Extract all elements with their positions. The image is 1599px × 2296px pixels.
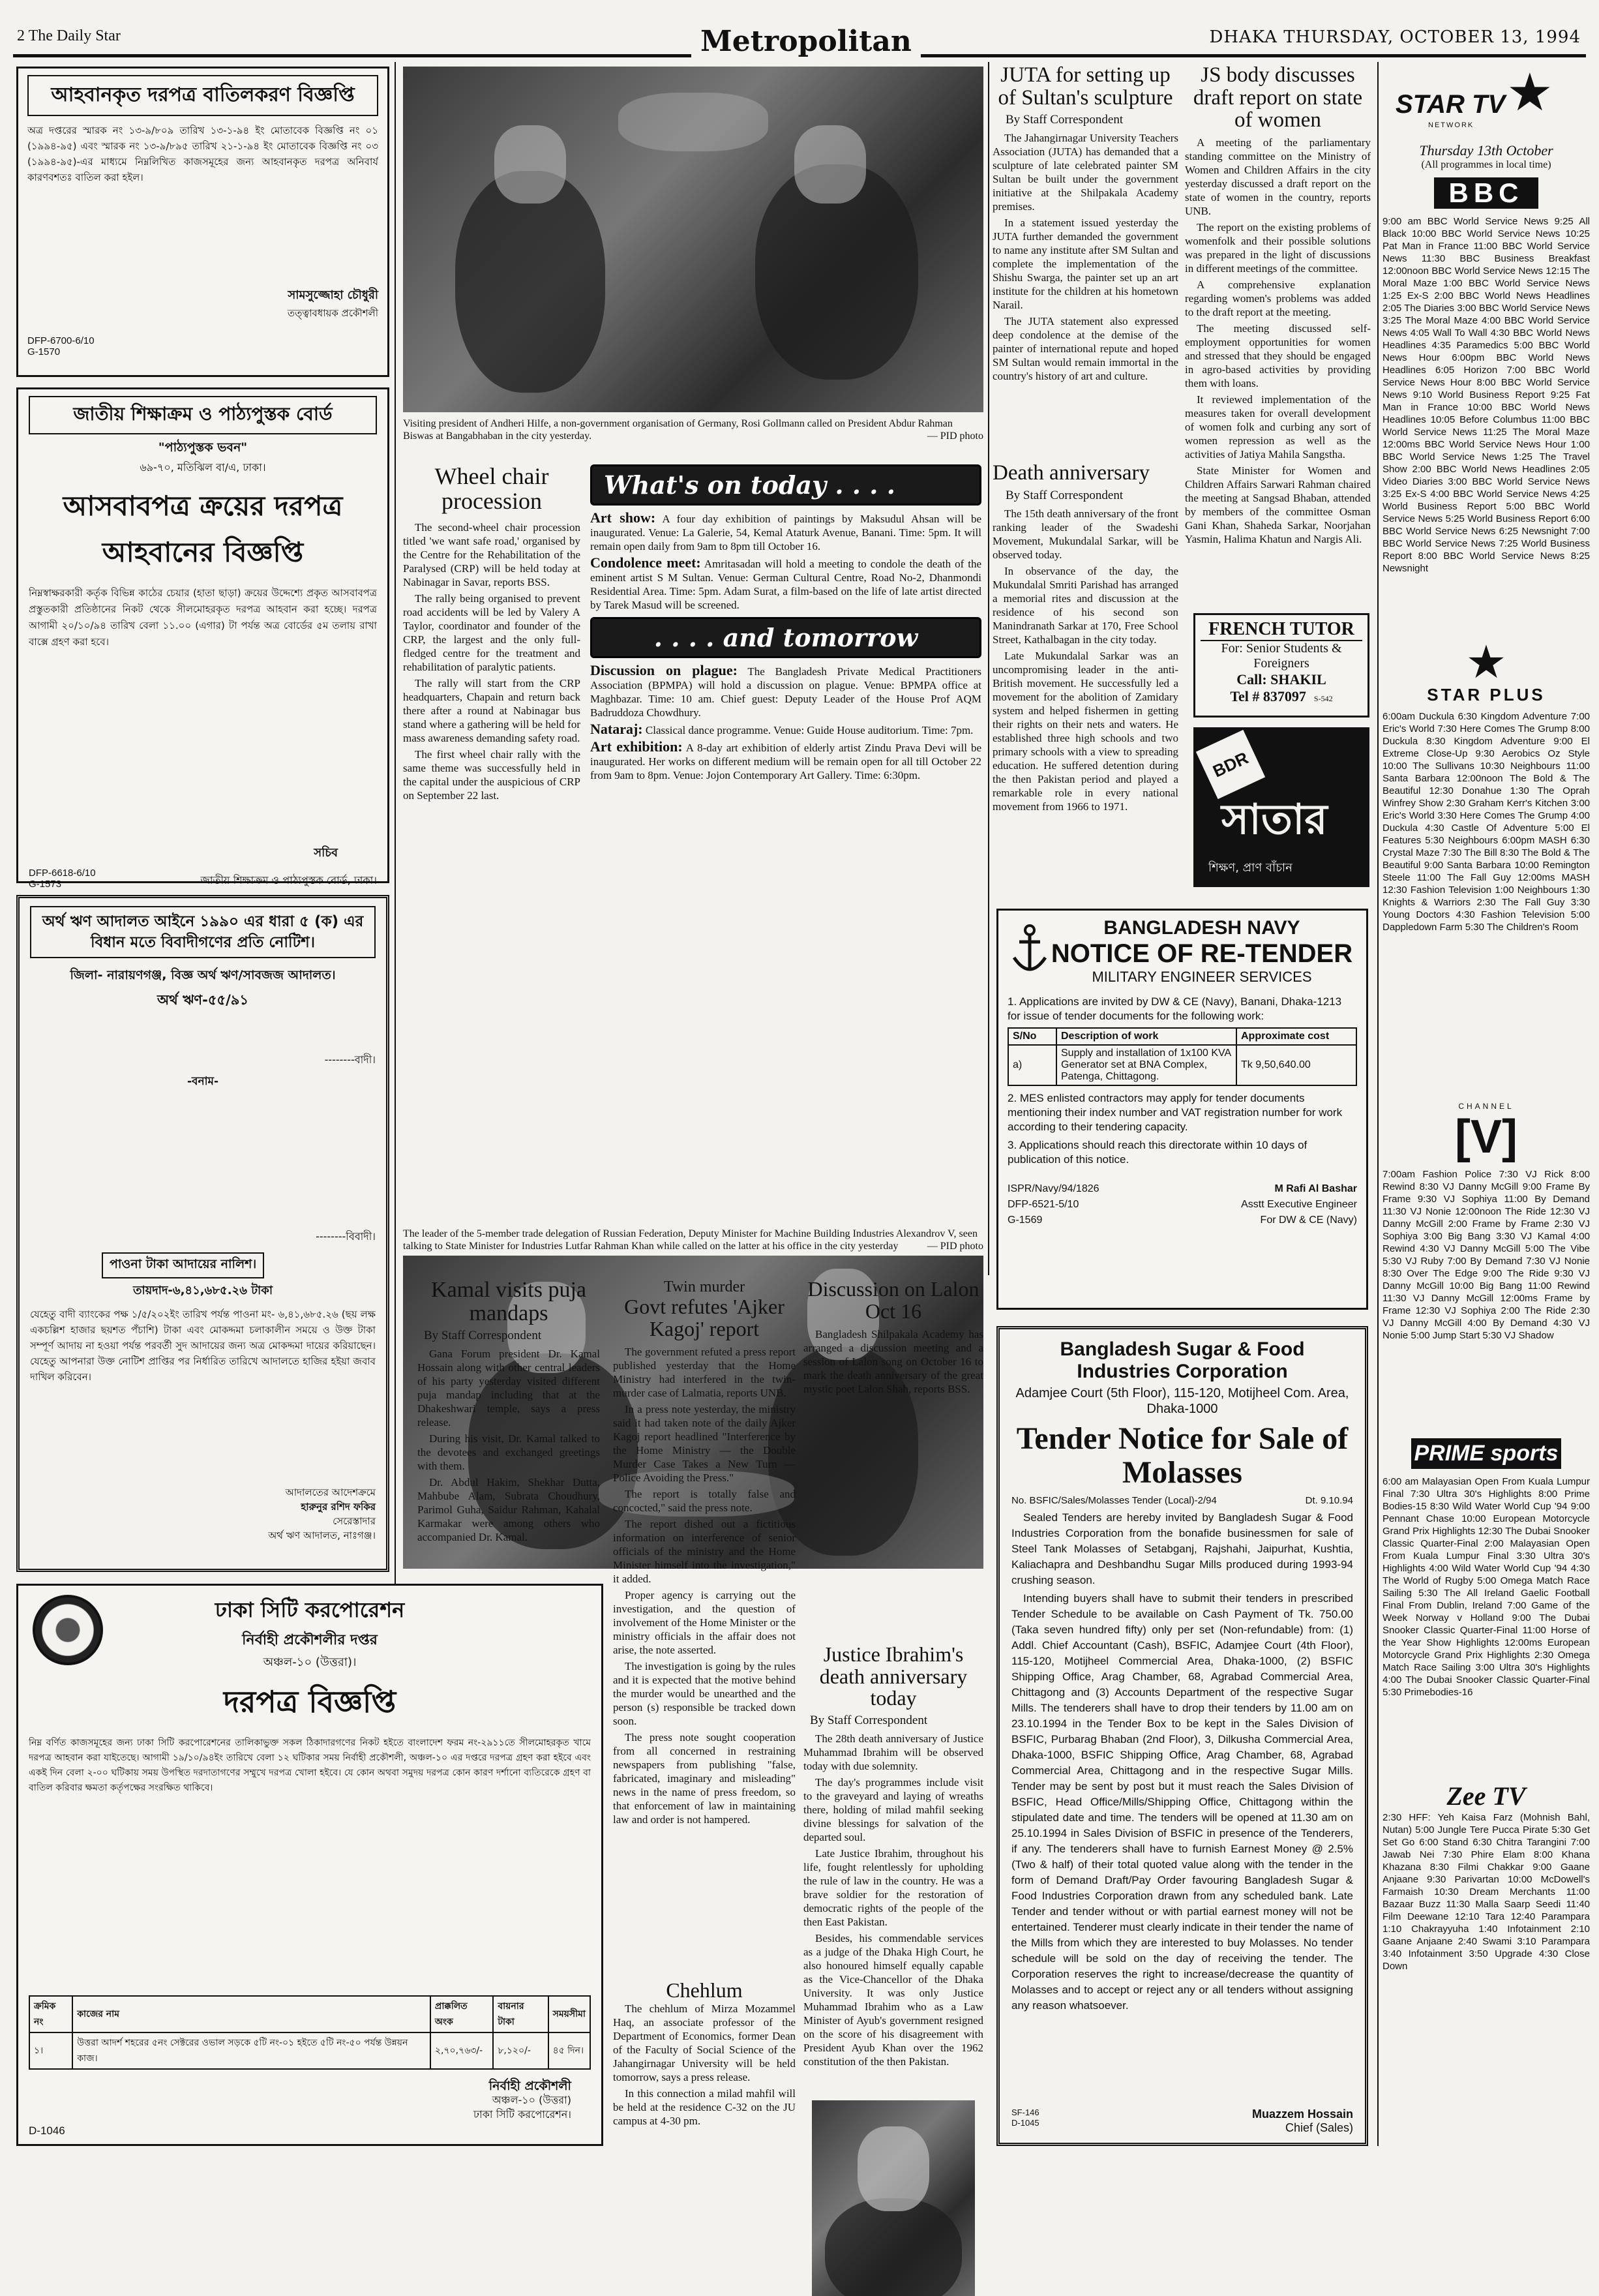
- star-plus-schedule: 6:00am Duckula 6:30 Kingdom Adventure 7:00 Eric's World 7:30 Here Comes The Grump 8:00 Duckula 8:30 Kingdom Adventure 9:00 El Extreme Close-Up 9:30 Aerobics Oz Style 10:00 The Sullivans 10:30 Neighbours 11:00 Santa Barbara 12:00noon The Bold & The Beautiful 12:30 Donahue 1:30 The Oprah Winfrey Show 2:30 Graham Kerr's Kitchen 3:00 Eric's World 3:30 Here Comes The Grump 4:00 Duckula 4:30 Castle Of Adventure 5:00 El Features 5:30 Neighbours 6:00pm MASH 6:30 Crystal Maze 7:30 The Bill 8:30 The Bold & The Beautiful 9:00 Santa Barbara 10:00 Remington Steele 11:00 The Fall Guy 12:00ms MASH 12:30 Fashion Television 1:00 Neighbours 1:30 Knights & Warriors 2:30 The Fall Guy 3:30 Young Doctors 4:30 Fashion Television 5:00 Dappledown Farm 5:30 The Children's Room: [1382, 711, 1590, 933]
- photo-credit: — PID photo: [927, 430, 983, 442]
- paragraph: The meeting discussed self-employment opportunities for women and stressed that they should be engaged in agro-based activities by providing them with loans.: [1185, 322, 1371, 389]
- channel-v-schedule: 7:00am Fashion Police 7:30 VJ Rick 8:00 Rewind 8:30 VJ Danny McGill 9:00 Frame By Frame 9:30 VJ Sophiya 11:00 By Demand 11:30 VJ Nonie 12:00noon The Ride 12:30 VJ Danny McGill 2:00 Frame by Frame 2:30 VJ Sophiya 3:00 Big Bang 3:30 VJ Kamal 4:00 Rewind 4:30 VJ Danny McGill 5:00 The Vibe 5:30 VJ Ruby 7:00 By Demand 7:30 VJ Nonie 8:30 Over The Edge 9:00 The Ride 9:30 VJ Danny McGill 10:00 Big Bang 11:00 Rewind 11:30 VJ Danny McGill 12:00ms Frame by Frame 12:30 VJ Sophiya 2:00 The Ride 2:30 VJ Danny McGill 4:00 By Demand 4:30 VJ Nonie 5:00 Jump Start 5:30 VJ Shadow: [1382, 1169, 1590, 1341]
- paragraph: The report is totally false and concocted," said the press note.: [613, 1488, 796, 1515]
- kicker: Twin murder: [663, 1278, 745, 1295]
- org-name: Bangladesh Sugar & Food Industries Corporation: [1060, 1338, 1305, 1382]
- ad-footer: [29, 868, 377, 890]
- table-header-row: [29, 1996, 590, 2032]
- navy-footer: [1008, 1181, 1357, 1228]
- g-code: G-1573: [29, 879, 62, 890]
- article-body: [993, 507, 1178, 813]
- ispr-ref: ISPR/Navy/94/1826: [1008, 1183, 1099, 1194]
- today-listings: [590, 511, 981, 612]
- headline: Discussion on Lalon Oct 16: [807, 1277, 979, 1323]
- tomorrow-banner: . . . . and tomorrow: [590, 617, 981, 658]
- headline: Govt refutes 'Ajker Kagoj' report: [624, 1295, 785, 1340]
- item-label: Discussion on plague:: [590, 662, 738, 678]
- article-body: [403, 521, 580, 802]
- paragraph: In a press note yesterday, the ministry said it had taken note of the daily Ajker Kagoj report headlined "Interference by the Home Ministry — the Double Murder Case Takes a New Turn — Police Avoiding the Press.": [613, 1403, 796, 1485]
- whats-on-banner: What's on today . . . .: [590, 464, 981, 506]
- signer-name: সামসুজ্জোহা চৌধুরী: [288, 288, 378, 302]
- article-body: [803, 1732, 983, 2068]
- col-estimate: প্রাক্কলিত অংক: [430, 1996, 493, 2032]
- dfp-code: DFP-6618-6/10: [29, 868, 96, 879]
- d-code: D-1045: [1011, 2118, 1039, 2128]
- juta-article: [993, 64, 1178, 455]
- headline: Justice Ibrahim's death anniversary today: [819, 1642, 968, 1710]
- paragraph: The rally will start from the CRP headquarters, Chapain and return back there after a round at Nabinagar bus stand where a gathering will be held for mass awareness demanding safety road.: [403, 676, 580, 744]
- paragraph: The government refuted a press report published yesterday that the Home Ministry had interfered in the twin-murder case of Lalmatia, reports UNB.: [613, 1346, 796, 1400]
- column-rule: [988, 62, 989, 1275]
- paragraph: Late Justice Ibrahim, throughout his life, fought relentlessly for upholding the rule of law in the country. He was a brave soldier for the restoration of democratic rights of the people of the then East Pakistan.: [803, 1847, 983, 1928]
- star-tv-logo: STAR TV: [1396, 90, 1506, 119]
- ad-headline: সাতার: [1221, 796, 1328, 844]
- signer: নির্বাহী প্রকৌশলী: [488, 2079, 571, 2093]
- tender-title-2: আহবানের বিজ্ঞপ্তি: [102, 536, 304, 568]
- headline: Kamal visits puja mandaps: [431, 1278, 586, 1325]
- photo-president-meeting: [403, 67, 983, 412]
- list-item: [590, 722, 981, 737]
- tender-table: [29, 1995, 591, 2070]
- tender-body: নিম্ন বর্ণিত কাজসমূহের জন্য ঢাকা সিটি করপোরেশনের তালিকাভুক্ত সকল ঠিকাদারগণের নিকট হইতে বাংলাদেশ ফরম নং-২৯১১তে সীলমোহরকৃত খামে দরপত্র আহবান করা যাইতেছে। আগামী ১৯/১০/৯৪ইং তারিখে বেলা ১২ ঘটিকার সময় নির্বাহী প্রকৌশলী, অঞ্চল-১০ এর দপ্তরে দরপত্র গ্রহণ করা হইবে এবং একই দিন বেলা ২-০০ ঘটিকায় সময় উপস্থিত দরদাতাগণের সম্মুখে দরপত্র খোলা হইবে। যে কোন অথবা সমুদয় দরপত্র কোন কারণ দর্শানো ব্যতিরেকে গ্রহণ বা বাতিল করিবার ক্ষমতা কর্তৃপক্ষের সংরক্ষিত থাকিবে।: [29, 1738, 591, 1793]
- ref-date: Dt. 9.10.94: [1305, 1495, 1353, 1506]
- court-body: যেহেতু বাদী ব্যাংকের পক্ষ ১/৫/২০২ইং তারিখ পর্যন্ত পাওনা মং- ৬,৪১,৬৮৫.২৬ (ছয় লক্ষ একচল্লিশ হাজার ছয়শত পঁচাশি) টাকা এবং মোকদ্দমা চলাকালীন সময়ে ও উক্ত টাকা সম্পূর্ণ আদায় না হওয়া পর্যন্ত পরবর্তী সুদ আদায়ের জন্য অত্র মোকদ্দমা দায়ের করিয়াছেন। যেহেতু আপনারা উক্ত নোটিশ প্রাপ্তির পর নির্ধারিত তারিখে আদালতে হাজির হইয়া জবাব দাখিল করিবেন।: [30, 1308, 376, 1383]
- signer-org: ঢাকা সিটি করপোরেশন।: [473, 2108, 571, 2121]
- item-label: Condolence meet:: [590, 554, 701, 571]
- item-label: Art exhibition:: [590, 738, 683, 755]
- paragraph: The chehlum of Mirza Mozammel Haq, an associate professor of the Department of Economics, former Dean of the Faculty of Social Science of the Jahangirnagar University will be held tomorrow, says a press release.: [613, 2002, 796, 2083]
- bdr-logo: BDR: [1196, 730, 1265, 799]
- byline: By Staff Correspondent: [1006, 113, 1124, 127]
- sugar-footer: [1011, 2107, 1353, 2135]
- paragraph: The report dished out a fictitious information on interference of senior officials of the ministry and the Home Minister himself into the investigation," it added.: [613, 1518, 796, 1586]
- g-code: G-1569: [1008, 1215, 1043, 1226]
- org-address: Adamjee Court (5th Floor), 115-120, Motijheel Com. Area, Dhaka-1000: [1015, 1386, 1349, 1416]
- list-item: [590, 740, 981, 782]
- cell-serial: ১।: [29, 2032, 72, 2069]
- textbook-board-tender: [16, 387, 389, 890]
- col-cost: Approximate cost: [1236, 1028, 1356, 1045]
- signer-line-4: অর্থ ঋণ আদালত, নাঃগঞ্জ।: [268, 1530, 376, 1541]
- whats-on-section: [590, 464, 981, 908]
- navy-para-1: 1. Applications are invited by DW & CE (Navy), Banani, Dhaka-1213 for issue of tender documents for the following work:: [1008, 995, 1342, 1022]
- paragraph: Besides, his commendable services as a judge of the Dhaka High Court, he also honoured himself equally capable as the Vice-Chancellor of the Dhaka University. It was only Justice Muhammad Ibrahim who as a Law Minister of Ayub's government resigned on the score of his disagreement with President Ayub Khan over the 1962 constitution of the then Pakistan.: [803, 1931, 983, 2068]
- tutor-title: FRENCH TUTOR: [1201, 619, 1362, 641]
- navy-tender-notice: [996, 909, 1368, 1310]
- court-signature: [30, 1485, 376, 1543]
- defendant: --------বিবাদী।: [316, 1230, 376, 1243]
- paragraph: It reviewed implementation of the measures taken for overall development of women folk and curbing any sort of women repression as well as the activities of Jatiya Mahila Sangstha.: [1185, 393, 1371, 461]
- paragraph: The Jahangirnagar University Teachers Association (JUTA) has demanded that a sculpture of late celebrated painter SM Sultan be built under the government initiative at the Shilpakala Academy premises.: [993, 132, 1178, 213]
- navy-para-3: 3. Applications should reach this directorate within 10 days of publication of this notice.: [1008, 1139, 1308, 1166]
- prime-sports-logo: PRIME sports: [1411, 1438, 1561, 1469]
- star-icon: ★: [1506, 64, 1553, 123]
- govt-refutes-article: [613, 1278, 796, 1976]
- col-duration: সময়সীমা: [548, 1996, 590, 2032]
- tender-title: দরপত্র বিজ্ঞপ্তি: [223, 1684, 396, 1719]
- prime-sports-schedule: 6:00 am Malayasian Open From Kuala Lumpur Final 7:30 Ultra 30's Highlights 8:00 Prime Bodies-15 8:30 Wild Water World Cup '94 9:00 Pennant Chase 10:00 European Motorcycle Grand Prix Highlights 12:30 The Dubai Snooker Classic Quarter-Final 2:00 Malayasian Open From Kuala Lumpur Final 3:30 Ultra 30's Highlights 4:00 Wild Water World Cup '94 4:30 The World of Rugby 5:00 Omega Match Race Sailing 5:30 The All Ireland Gaelic Football Final From Dublin, Ireland 7:00 Game of the Week Norway v Holland 9:00 The Dubai Snooker Classic Quarter-Final 11:00 Horse of the Year Show Highlights 12:00ms European Motorcycle Grand Prix Highlights 2:30 Omega Match Race Sailing 3:00 Ultra 30's Highlights 4:00 The Dubai Snooker Classic Quarter-Final 5:30 Primebodies-16: [1382, 1476, 1590, 1698]
- article-body: [1185, 136, 1371, 546]
- byline: By Staff Correspondent: [424, 1329, 542, 1343]
- tutor-line-1: For: Senior Students &: [1221, 641, 1342, 656]
- tender-body: [1011, 1510, 1353, 2014]
- navy-para-2: 2. MES enlisted contractors may apply for tender documents mentioning their index number and VAT registration number for work according to their tendering capacity.: [1008, 1092, 1343, 1133]
- table-row: [29, 2032, 590, 2069]
- headline: Wheel chair procession: [434, 463, 549, 514]
- guide-note: (All programmes in local time): [1421, 159, 1551, 170]
- article-body: [803, 1327, 983, 1396]
- page-number: 2 The Daily Star: [17, 27, 121, 44]
- lalon-article: [803, 1278, 983, 1442]
- cell-work: উত্তরা আদর্শ শহরের ৫নং সেক্টরের ওভাল সড়কে ৫টি নং-০১ হইতে ৫টি নং-৫০ পর্যন্ত উন্নয়ন কাজ।: [72, 2032, 430, 2069]
- tender-title: Tender Notice for Sale of Molasses: [1016, 1421, 1349, 1490]
- french-tutor-ad: [1193, 613, 1369, 718]
- signer-for: For DW & CE (Navy): [1260, 1215, 1357, 1226]
- byline: By Staff Correspondent: [810, 1713, 928, 1727]
- court-name: জিলা- নারায়ণগঞ্জ, বিজ্ঞ অর্থ ঋণ/সাবজজ আদালত।: [70, 968, 336, 982]
- dfp-code: DFP-6521-5/10: [1008, 1199, 1079, 1210]
- notice-title: আহবানকৃত দরপত্র বাতিলকরণ বিজ্ঞপ্তি: [27, 75, 378, 116]
- paragraph: The report on the existing problems of womenfolk and their possible solutions was prepared in the light of discussions in different meetings of the committee.: [1185, 220, 1371, 275]
- signer: সচিব: [314, 846, 338, 860]
- org-address: ৬৯-৭০, মতিঝিল বা/এ, ঢাকা।: [140, 461, 266, 474]
- cell-cost: Tk 9,50,640.00: [1236, 1045, 1356, 1085]
- corporation-seal-icon: [33, 1595, 103, 1665]
- col-description: Description of work: [1056, 1028, 1236, 1045]
- paragraph: Late Mukundalal Sarkar was an uncompromising leader in the anti-British movement. He successfully led a movement for the abolition of Zamidary system and helped fishermen in getting their rights on their nets and waters. He established three high schools and two primary schools with a view to spreading education. He suffered detention during the then Pakistan period and played a remarkable role in every national movement from 1966 to 1971.: [993, 649, 1178, 813]
- paragraph: Dr. Abdul Hakim, Shekhar Dutta, Mahbube Alam, Subrata Choudhury, Parimol Guha, Saidur Rahman, Kahalal Karmakar were among others who accompanied Dr. Kamal.: [417, 1476, 600, 1544]
- list-item: [590, 556, 981, 612]
- paragraph: In a statement issued yesterday the JUTA further demanded the government to name any institute after SM Sultan and complete the implementation of the Shishu Swarga, the painter set up an art institute for the children at his hometown Narail.: [993, 217, 1178, 312]
- col-work: কাজের নাম: [72, 1996, 430, 2032]
- list-item: [590, 663, 981, 719]
- signer-title: তত্ত্বাবধায়ক প্রকৌশলী: [287, 307, 378, 319]
- photo-credit: — PID photo: [927, 1241, 983, 1252]
- star-plus-icon: ★: [1465, 635, 1507, 689]
- item-label: Nataraj:: [590, 721, 643, 737]
- signer: M Rafi Al Bashar: [1274, 1183, 1357, 1194]
- signer-line-1: আদালতের আদেশক্রমে: [285, 1487, 376, 1498]
- masthead: [13, 26, 1586, 57]
- network-label: NETWORK: [1428, 121, 1474, 129]
- table-row: [1008, 1045, 1356, 1085]
- paragraph: The press note sought cooperation from all concerned in restraining newspapers from publishing "false, fabricated, imaginary and misleading" news in the name of press freedom, so that enforcement of law in maintaining law and order is not hampered.: [613, 1731, 796, 1826]
- signer-title: Chief (Sales): [1285, 2121, 1353, 2134]
- sf-code: SF-146: [1011, 2107, 1039, 2117]
- claim-amount: তায়দাদ-৬,৪১,৬৮৫.২৬ টাকা: [132, 1284, 273, 1297]
- headline: JS body discusses draft report on state of women: [1193, 63, 1363, 132]
- zee-tv-schedule: 2:30 HFF: Yeh Kaisa Farz (Mohnish Bahl, Nutan) 5:00 Jungle Tere Pucca Pirate 5:30 Get Set Go 6:00 Stand 6:30 Chitra Tarangini 7:00 Jawab Nei 7:30 Phire Elam 8:00 Khana Khazana 8:30 Filmi Chakkar 9:00 Gaane Anjaane 9:30 Parivartan 10:00 McDowell's Farmaish 10:30 Dream Merchants 11:00 Bazaar Buzz 11:30 Malla Saarp Seedi 11:40 Film Deewane 12:10 Tara 12:40 Parampara 1:10 Chakrayyuha 1:40 Infotainment 2:10 Gaane Anjaane 2:40 Swami 3:10 Parampara 3:40 Infotainment 3:50 Upgrade 4:30 Close Down: [1382, 1812, 1590, 1972]
- paragraph: The JUTA statement also expressed deep condolence at the demise of the painter of international repute and hoped SM Sultan would remain immortal in the country's history of art and culture.: [993, 315, 1178, 383]
- kamal-article: [417, 1278, 600, 1572]
- footer-org: জাতীয় শিক্ষাক্রম ও পাঠ্যপুস্তক বোর্ড, ঢাকা।: [200, 874, 377, 886]
- tutor-call: Call: SHAKIL: [1236, 671, 1326, 687]
- paragraph: A comprehensive explanation regarding women's problems was added to the draft report at the meeting.: [1185, 278, 1371, 318]
- justice-ibrahim-article: [803, 1644, 983, 2146]
- item-text: A four day exhibition of paintings by Maksudul Ahsan will be inaugurated. Venue: La Galerie, 54, Kemal Ataturk Avenue, Banani. Time: 5pm. It will remain open daily from 9am to 8pm till October 16.: [590, 513, 981, 552]
- headline: JUTA for setting up of Sultan's sculpture: [998, 63, 1173, 110]
- star-plus-logo: STAR PLUS: [1427, 685, 1546, 704]
- tender-body: নিম্নস্বাক্ষরকারী কর্তৃক বিভিন্ন কাঠের চেয়ার (হাতা ছাড়া) ক্রয়ের উদ্দেশ্যে প্রকৃত আসবাবপত্র প্রস্তুতকারী প্রতিষ্ঠানের নিকট থেকে সীলমোহরকৃত দরপত্র আহবান করা হচ্ছে। দরপত্র আগামী ২০/১০/৯৪ তারিখ বেলা ১১.০০ (এগার) টা পর্যন্ত অত্র বোর্ডের ৫ম তলায় রাখা বাক্সে গ্রহণ করা হবে।: [29, 587, 377, 648]
- tutor-tel: Tel # 837097: [1230, 688, 1306, 704]
- table-header-row: [1008, 1028, 1356, 1045]
- navy-org: BANGLADESH NAVY: [1103, 917, 1300, 939]
- headline: Chehlum: [666, 1978, 743, 2002]
- claim-title: পাওনা টাকা আদায়ের নালিশ।: [102, 1252, 264, 1278]
- article-body: [417, 1347, 600, 1544]
- paragraph: Bangladesh Shilpakala Academy has arranged a discussion meeting and a session of Lalon song on October 16 to mark the death anniversary of the great mystic poet Lalon Shah, reports BSS.: [803, 1328, 983, 1396]
- tender-cancellation-notice: [16, 67, 389, 377]
- navy-sub: MILITARY ENGINEER SERVICES: [1092, 969, 1312, 985]
- tutor-line-2: Foreigners: [1253, 656, 1309, 671]
- ad-tagline: শিক্ষণ, প্রাণ বাঁচান: [1208, 861, 1293, 875]
- cell-description: Supply and installation of 1x100 KVA Generator set at BNA Complex, Patenga, Chittagong.: [1056, 1045, 1236, 1085]
- paragraph: Sealed Tenders are hereby invited by Bangladesh Sugar & Food Industries Corporation from the bonafide businessmen for sale of Steel Tank Molasses of Setabganj, Rajshahi, Jaipurhat, Kushtia, Kaliachapra and Deshbandhu Sugar Mills produced during 1993-94 crushing season.: [1011, 1511, 1353, 1586]
- zone-name: অঞ্চল-১০ (উত্তরা)।: [263, 1655, 357, 1669]
- paragraph: Intending buyers shall have to submit their tenders in prescribed Tender Schedule to be available on Cash Payment of Tk. 750.00 (Taka seven hundred fifty) only per set (Non-refundable) from: (1) Addl. Chief Accountant (Cash), BSFIC, Adamjee Court (4th Floor), 115-120, Motijheel Commercial Area, Dhaka-1000, (2) BSFIC Shipping Office, Arag Chamber, 68, Agrabad Commercial Area, Chittagong and (3) Accounts Department of the respective Sugar Mills. The tenderers shall have to drop their tenders by 11.00 am on 23.10.1994 in the Tender Box to be kept in the Sales Division of BSFIC, Purbarag Bhaban (2nd Floor), 3, Dilkusha Commercial Area, Dhaka-1000, BSFIC Shipping Office, Arag Chamber, 68, Agrabad Commercial Area, Chittagong and in the respective Sugar Mills. Tender may be sent by post but it must reach the Sales Division of BSFIC, Head Office/Mills/Shipping Office, Chittagong within the stipulated date and time. The tenders will be opened at 11.30 am on 25.10.1994 in Sales Division of BSFIC in presence of the Tenderers, if any. The tenderers shall have to furnish Earnest Money @ 2.5% (Two & half) of their total quoted value along with the tender in the form of Demand Draft/Pay Order favouring Bangladesh Sugar & Food Industries Corporation drawn from any scheduled bank. Late Tender and tender without or with partial earnest money will not be entertained. Tenderer must clearly indicate in their tender the name of the Mills from which they are interested to buy Molasses. No tender schedule will be sold on the day of receiving the tender. The Corporation reserves the right to increase/decrease the quantity of Molasses and to accept or reject any or all tenders without assigning any reason whatsoever.: [1011, 1592, 1353, 2012]
- signer-line-2: হারুনুর রশিদ ফকির: [301, 1501, 376, 1513]
- paragraph: The second-wheel chair procession titled 'we want safe road,' organised by the Centre for the Rehabilitation of the Paralysed (CRP) will be held today at Nabinagar in Savar, reports BSS.: [403, 521, 580, 588]
- tv-guide: [1382, 64, 1590, 2146]
- wheelchair-article: [403, 464, 580, 908]
- photo-caption: [403, 1228, 983, 1271]
- org-name: ঢাকা সিটি করপোরেশন: [215, 1597, 405, 1622]
- col-earnest: বায়নার টাকা: [493, 1996, 548, 2032]
- col-serial: S/No: [1008, 1028, 1056, 1045]
- city-corporation-tender: [16, 1584, 603, 2146]
- cell-serial: a): [1008, 1045, 1056, 1085]
- cell-earnest: ৮,১২০/-: [493, 2032, 548, 2069]
- issue-date: DHAKA THURSDAY, OCTOBER 13, 1994: [1209, 27, 1581, 47]
- sugar-corp-tender: [996, 1326, 1368, 2146]
- tender-title-1: আসবাবপত্র ক্রয়ের দরপত্র: [63, 490, 343, 522]
- headline: Death anniversary: [993, 461, 1150, 485]
- paragraph: The first wheel chair rally with the same theme was successfully held in the capital under the auspicious of CRP on September 22 last.: [403, 748, 580, 802]
- item-text: A 8-day art exhibition of elderly artist Zindu Prava Devi will be inaugurated. Her works on different medium will be remain open for all till October 22 from 9am to 8pm. Venue: Jojon Contemporary Art Gallery. Time: 6:30pm.: [590, 742, 981, 781]
- caption-text: The leader of the 5-member trade delegation of Russian Federation, Deputy Minister for Machine Building Industries Alexandrov V, seen talking to State Minister for Industries Lutfar Rahman Khan while called on the latter at his office in the city yesterday: [403, 1228, 978, 1252]
- cell-duration: ৪৫ দিন।: [548, 2032, 590, 2069]
- section-title: Metropolitan: [691, 25, 921, 58]
- org-sub: "পাঠ্যপুস্তক ভবন": [158, 440, 248, 455]
- bdr-swimming-ad: [1193, 727, 1369, 887]
- paragraph: In this connection a milad mahfil will be held at the residence C-32 on the JU campus at 4-30 pm.: [613, 2087, 796, 2127]
- paragraph: In observance of the day, the Mukundalal Smriti Parishad has arranged a memorial rites and discussion at the residence of his second son Manindranath Sarkar at 170, Free School Street, Kathalbagan in the city today.: [993, 564, 1178, 646]
- zee-tv-logo: Zee TV: [1446, 1781, 1526, 1811]
- paragraph: The 28th death anniversary of Justice Muhammad Ibrahim will be observed today with due solemnity.: [803, 1732, 983, 1772]
- navy-title: NOTICE OF RE-TENDER: [1051, 939, 1353, 968]
- signer-zone: অঞ্চল-১০ (উত্তরা): [492, 2094, 571, 2106]
- photo-caption: [403, 417, 983, 457]
- chehlum-article: [613, 1980, 796, 2146]
- paragraph: Proper agency is carrying out the investigation, and the question of involvement of the Home Minister or the ministry officials in the affair does not arise, the note asserted.: [613, 1589, 796, 1657]
- channel-v-logo: [V]: [1455, 1111, 1517, 1163]
- tutor-code: S-542: [1313, 694, 1333, 703]
- list-item: [590, 511, 981, 553]
- dept-name: নির্বাহী প্রকৌশলীর দপ্তর: [242, 1632, 378, 1648]
- signer-title: Asstt Executive Engineer: [1241, 1199, 1357, 1210]
- ref-number: No. BSFIC/Sales/Molasses Tender (Local)-2/94: [1011, 1495, 1217, 1506]
- channel-label: CHANNEL: [1458, 1102, 1514, 1111]
- case-number: অর্থ ঋণ-৫৫/৯১: [157, 992, 249, 1008]
- paragraph: The 15th death anniversary of the front ranking leader of the Swadeshi Movement, Mukundalal Sarkar, will be observed today.: [993, 507, 1178, 561]
- star-tv-header: [1382, 64, 1590, 142]
- org-name: জাতীয় শিক্ষাক্রম ও পাঠ্যপুস্তক বোর্ড: [29, 396, 377, 434]
- paragraph: The investigation is going by the rules and it is expected that the motive behind the murder would be unearthed and the person (s) responsible be tracked down soon.: [613, 1660, 796, 1728]
- notice-body: অত্র দপ্তরের স্মারক নং ১৩-৯/৮০৯ তারিখ ১৩-১-৯৪ ইং মোতাবেক বিজ্ঞপ্তি নং ০১ (১৯৯৪-৯৫) এবং স্মারক নং ১৩-৯/৮৯৫ তারিখ ২১-১-৯৪ ইং মোতাবেক বিজ্ঞপ্তি নং ০৩ (১৯৯৪-৯৫)-এর মাধ্যমে নিম্নলিখিত কাজসমূহের জন্য আহবানকৃত দরপত্র অনিবার্য কারণবশতঃ বাতিল করা হইল।: [27, 125, 378, 183]
- article-body: [613, 1345, 796, 1826]
- paragraph: A meeting of the parliamentary standing committee on the Ministry of Women and Children Affairs in the city yesterday discussed a draft report on the state of women in the country, reports UNB.: [1185, 136, 1371, 217]
- bbc-logo: BBC: [1434, 177, 1538, 209]
- item-text: Amritasadan will hold a meeting to condole the death of the eminent artist S M Sultan. Venue: German Cultural Centre, Road No-2, Dhanmondi Residential Area. Time: 5pm. Adam Surat, a film-based on the life of late artist directed by Tarek Masud will be screened.: [590, 558, 981, 611]
- ref-line: [1011, 1495, 1353, 1506]
- item-label: Art show:: [590, 509, 656, 526]
- death-anniversary-article: [993, 462, 1178, 905]
- column-rule: [1377, 62, 1379, 2146]
- byline: By Staff Correspondent: [1006, 488, 1124, 502]
- court-notice-title: অর্থ ঋণ আদালত আইনে ১৯৯০ এর ধারা ৫ (ক) এর বিধান মতে বিবাদীগণের প্রতি নোটিশ।: [30, 906, 376, 958]
- paragraph: The rally being organised to prevent road accidents will be led by Valery A Taylor, coordinator and founder of the CRP, the largest and the only full-fledged centre for the treatment and rehabilitation of paralytic patients.: [403, 592, 580, 673]
- article-body: [613, 2002, 796, 2128]
- signer: Muazzem Hossain: [1251, 2107, 1353, 2121]
- guide-day: Thursday 13th October: [1419, 142, 1553, 159]
- paragraph: State Minister for Women and Children Affairs Sarwari Rahman chaired the meeting at Sangsad Bhaban, attended by members of the committee Osman Gani Khan, Shaheda Sarkar, Noorjahan Yasmin, Halima Khatun and Nargis Ali.: [1185, 464, 1371, 545]
- anchor-icon: [1010, 924, 1049, 976]
- item-text: Classical dance programme. Venue: Guide House auditorium. Time: 7pm.: [645, 724, 974, 736]
- signer-line-3: সেরেস্তাদার: [333, 1515, 376, 1527]
- signature: [29, 2079, 591, 2122]
- item-text: The Bangladesh Private Medical Practitioners Association (BPMPA) will hold a discussion on plague. Venue: BPMPA office at Maghbazar. Time: 10 am. Chief guest: Deputy Leader of the House Prof AQM Badruddoza Chowdhury.: [590, 665, 981, 719]
- plaintiff: --------বাদী।: [324, 1053, 376, 1066]
- caption-text: Visiting president of Andheri Hilfe, a non-government organisation of Germany, Rosi Gollmann called on President Abdur Rahman Biswas at Bangabhaban in the city yesterday.: [403, 418, 953, 442]
- tomorrow-listings: [590, 663, 981, 782]
- g-code: G-1570: [27, 346, 61, 357]
- paragraph: During his visit, Dr. Kamal talked to the devotees and exchanged greetings with them.: [417, 1432, 600, 1473]
- court-notice: [16, 895, 389, 1572]
- cell-estimate: ২,৭০,৭৬৩/-: [430, 2032, 493, 2069]
- dfp-code: DFP-6700-6/10: [27, 335, 95, 346]
- versus: -বনাম-: [187, 1075, 219, 1088]
- navy-table: [1008, 1027, 1357, 1086]
- col-serial: ক্রমিক নং: [29, 1996, 72, 2032]
- article-body: [993, 131, 1178, 383]
- paragraph: The day's programmes include visit to the graveyard and laying of wreaths there, holding of milad mahfil seeking divine blessings for salvation of the departed soul.: [803, 1775, 983, 1843]
- bbc-schedule: 9:00 am BBC World Service News 9:25 All Black 10:00 BBC World Service News 10:25 Pat Man in France 11:00 BBC World Service News 11:30 BBC Business Breakfast 12:00noon BBC World Service News 12:15 The Moral Maze 1:00 BBC World Service News 1:25 Ex-S 2:00 BBC World News Headlines 2:05 The Diaries 3:00 BBC World Service News 3:25 The Moral Maze 4:00 BBC World Service News 4:05 Wall To Wall 4:30 BBC World News Headlines 4:35 Paramedics 5:00 BBC World News Hour 6:00pm BBC World News Headlines 6:05 Horizon 7:00 BBC World Service News Hour 8:00 BBC World Service News 9:10 World Business Report 9:25 Fat Man in France 10:00 BBC World News Headlines 10:05 Before Columbus 11:00 BBC World Service News 11:25 The Moral Maze 12:00ms BBC World Service News Hour 1:00 BBC World Service News 1:25 The Travel Show 2:00 BBC World News Headlines 2:05 Video Diaries 3:00 BBC World Service News 3:25 Ex-S 4:00 BBC World Service News 4:25 World Business Report 5:00 BBC World Service News 5:25 World Business Report 6:00 BBC World Service News 6:25 Newsnight 7:00 BBC World Service News 7:25 World Business Report 8:00 BBC World Service News 8:25 Newsnight: [1382, 216, 1590, 574]
- d-code: D-1046: [29, 2124, 65, 2137]
- paragraph: Gana Forum president Dr. Kamal Hossain along with other central leaders of his party yesterday visited different puja mandap including that at the Dhakeshwari temple, says a press release.: [417, 1348, 600, 1429]
